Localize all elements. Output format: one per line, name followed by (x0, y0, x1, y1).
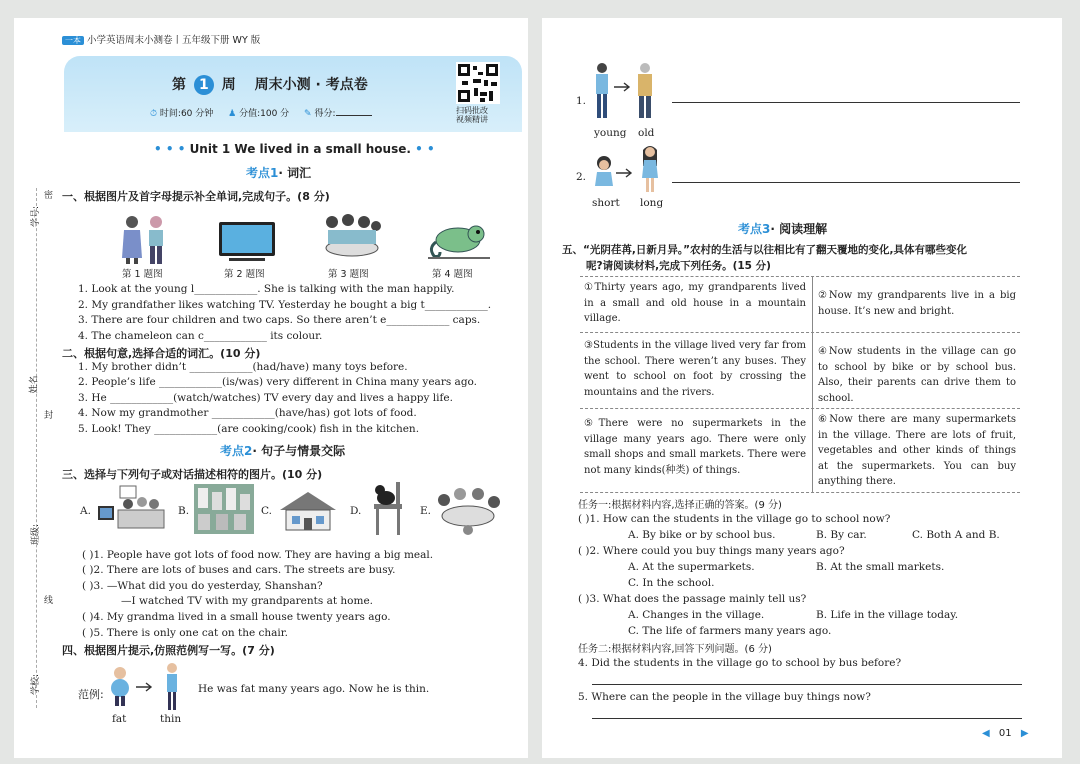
option-d-label: D. (350, 505, 362, 517)
week-suffix: 周 (221, 77, 236, 93)
figure-old-man (634, 62, 656, 120)
task1-q2-option-c[interactable]: C. In the school. (628, 577, 715, 589)
left-page (14, 18, 528, 758)
picture-a-watching-tv (98, 480, 166, 536)
cut-line (36, 188, 37, 708)
option-a-label: A. (80, 505, 91, 517)
passage-cell-4: ④Now students in the village can go to school by bike or by school bus. Also, their parents can drive them to school. (818, 346, 1016, 404)
picture-d-cat-on-chair (368, 482, 408, 536)
name-label: 姓名 (29, 375, 40, 394)
picture-c-small-house (276, 488, 340, 532)
s3-item-1[interactable]: ( )1. People have got lots of food now. They are having a big meal. (82, 549, 434, 561)
title-banner (64, 56, 522, 132)
school-label: 学校: (31, 673, 42, 696)
picture-tv (219, 222, 275, 264)
label-short: short (592, 197, 620, 209)
next-page-icon[interactable]: ▶ (1020, 728, 1029, 739)
section-kaodian1 (246, 164, 311, 181)
answer-line-q5[interactable] (592, 718, 1022, 719)
prev-page-icon[interactable]: ◀ (982, 728, 990, 739)
arrow-right-icon (136, 682, 156, 692)
section-kaodian2 (220, 442, 345, 459)
s3-heading: 三、选择与下列句子或对话描述相符的图片。(10 分) (62, 468, 323, 481)
figure-fat-boy (110, 666, 130, 706)
task1-q1[interactable]: ( )1. How can the students in the village go to school now? (578, 513, 891, 525)
table-rule-bottom (580, 492, 1020, 493)
page-number: 01 (998, 728, 1012, 739)
passage-cell-3: ③Students in the village lived very far from the school. There weren’t any buses. They went to school on foot by crossing the mountains and the rivers. (584, 340, 806, 398)
qr-code[interactable] (456, 62, 500, 104)
unit-title (154, 142, 435, 156)
brand-tag: 一本 (62, 36, 84, 45)
binding-margin (22, 188, 52, 708)
kaodian3-name: · 阅读理解 (770, 222, 828, 236)
table-rule-1 (580, 332, 1020, 333)
table-divider (812, 276, 813, 492)
option-b-label: B. (178, 505, 190, 517)
kaodian3-label: 考点3 (738, 222, 771, 236)
s4-q2-number: 2. (576, 171, 587, 183)
s1-item-2[interactable]: 2. My grandfather likes watching TV. Yesterday he bought a big t____________. (78, 299, 492, 311)
s3-item-3-reply: —I watched TV with my grandparents at home. (121, 595, 373, 607)
person-icon: ♟ (228, 109, 237, 119)
task1-q3[interactable]: ( )3. What does the passage mainly tell us? (578, 593, 807, 605)
task1-q1-option-c[interactable]: C. Both A and B. (912, 529, 1000, 541)
week-title (172, 74, 368, 95)
s1-item-1[interactable]: 1. Look at the young l____________. She is talking with the man happily. (78, 283, 455, 295)
score-blank[interactable] (336, 115, 372, 116)
s2-item-3[interactable]: 3. He ____________(watch/watches) TV every day and lives a happy life. (78, 392, 453, 404)
task1-q3-option-c[interactable]: C. The life of farmers many years ago. (628, 625, 832, 637)
task2-heading: 任务二:根据材料内容,回答下列问题。(6 分) (578, 644, 772, 655)
s3-item-5[interactable]: ( )5. There is only one cat on the chair. (82, 627, 288, 639)
arrow-right-icon-q2 (616, 168, 636, 178)
example-sentence: He was fat many years ago. Now he is thin. (198, 683, 430, 695)
seal-mi: 密 (44, 191, 54, 201)
passage-cell-6: ⑥Now there are many supermarkets in the village. There are lots of fruit, vegetables and other kinds of things at the supermarkets. You can buy anything there. (818, 414, 1016, 487)
s1-item-3[interactable]: 3. There are four children and two caps. So there aren’t e____________ caps. (78, 314, 481, 326)
task2-q4: 4. Did the students in the village go to school by bus before? (578, 657, 902, 669)
qr-code-image (458, 64, 498, 102)
s3-item-4[interactable]: ( )4. My grandma lived in a small house twenty years ago. (82, 611, 391, 623)
table-rule-2 (580, 408, 1020, 409)
reading-table (580, 276, 1020, 492)
table-rule-top (580, 276, 1020, 277)
s4-heading: 四、根据图片提示,仿照范例写一写。(7 分) (62, 644, 275, 657)
section-kaodian3 (738, 220, 827, 237)
label-fat: fat (112, 713, 127, 725)
label-long: long (640, 197, 664, 209)
header-title: 小学英语周末小测卷丨五年级下册 WY 版 (87, 35, 261, 46)
pic4-caption: 第 4 题图 (432, 269, 473, 280)
seal-feng: 封 (44, 411, 54, 421)
right-page (542, 18, 1062, 758)
kaodian1-label: 考点1 (246, 166, 279, 180)
class-label: 班级: (31, 523, 42, 546)
seal-xian: 线 (44, 596, 54, 606)
clock-icon: ⏱ (150, 109, 158, 119)
dots-left: • • • (154, 142, 186, 156)
passage-cell-2: ②Now my grandparents live in a big house. It’s new and bright. (818, 290, 1016, 317)
answer-line-q1[interactable] (672, 102, 1020, 103)
dots-right: • • (415, 142, 435, 156)
s4-q1-number: 1. (576, 95, 587, 107)
task2-q5: 5. Where can the people in the village buy things now? (578, 691, 871, 703)
option-c-label: C. (261, 505, 272, 517)
s5-heading-line2: 呢?请阅读材料,完成下列任务。(15 分) (586, 260, 771, 272)
pic1-caption: 第 1 题图 (122, 269, 163, 280)
s2-item-5[interactable]: 5. Look! They ____________(are cooking/cook) fish in the kitchen. (78, 423, 420, 435)
week-prefix: 第 (172, 77, 186, 93)
label-young: young (594, 127, 627, 139)
figure-thin-man (164, 662, 180, 712)
running-header (62, 32, 260, 46)
kaodian2-label: 考点2 (220, 444, 253, 458)
qr-caption: 扫码批改 视频精讲 (456, 106, 488, 124)
passage-cell-1: ①Thirty years ago, my grandparents lived in a small and old house in a mountain village. (584, 282, 806, 324)
s2-item-4[interactable]: 4. Now my grandmother ____________(have/has) got lots of food. (78, 407, 417, 419)
time-text: 时间:60 分钟 (159, 109, 214, 119)
picture-lady-and-man (114, 214, 174, 264)
picture-chameleon (428, 218, 492, 264)
task1-q1-option-a[interactable]: A. By bike or by school bus. (628, 529, 776, 541)
task1-q3-option-b[interactable]: B. Life in the village today. (816, 609, 959, 621)
task1-heading: 任务一:根据材料内容,选择正确的答案。(9 分) (578, 500, 782, 511)
figure-young-man (592, 62, 612, 120)
label-thin: thin (160, 713, 182, 725)
pic3-caption: 第 3 题图 (328, 269, 369, 280)
banner-title: 周末小测 · 考点卷 (254, 77, 368, 93)
kaodian2-name: · 句子与情景交际 (252, 444, 346, 458)
student-id-label: 学号: (31, 205, 42, 228)
task1-q2[interactable]: ( )2. Where could you buy things many years ago? (578, 545, 845, 557)
unit-title-text: Unit 1 We lived in a small house. (189, 142, 411, 156)
figure-long-hair-girl (640, 144, 660, 194)
figure-short-hair-girl (594, 156, 614, 190)
label-old: old (638, 127, 655, 139)
s2-item-1[interactable]: 1. My brother didn’t ____________(had/have) many toys before. (78, 361, 408, 373)
s1-heading: 一、根据图片及首字母提示补全单词,完成句子。(8 分) (62, 190, 330, 203)
s5-heading-line1: 五、“光阴荏苒,日新月异。”农村的生活与以往相比有了翻天覆地的变化,具体有哪些变化 (562, 244, 968, 256)
task1-q2-option-a[interactable]: A. At the supermarkets. (628, 561, 755, 573)
s3-item-3[interactable]: ( )3. —What did you do yesterday, Shanshan? (82, 580, 323, 592)
passage-cell-5: ⑤There were no supermarkets in the village many years ago. There were only small shops and small markets. There were not many kinds(种类) of things. (584, 418, 806, 476)
arrow-right-icon-q1 (614, 82, 634, 92)
task1-q2-option-b[interactable]: B. At the small markets. (816, 561, 945, 573)
answer-line-q2[interactable] (672, 182, 1020, 183)
task1-q1-option-b[interactable]: B. By car. (816, 529, 867, 541)
page-number-nav (982, 728, 1029, 739)
week-number-badge: 1 (194, 75, 214, 95)
picture-e-big-meal (434, 482, 502, 534)
time-info (150, 106, 372, 119)
task1-q3-option-a[interactable]: A. Changes in the village. (628, 609, 765, 621)
s1-item-4[interactable]: 4. The chameleon can c____________ its colour. (78, 330, 323, 342)
score-text: 分值:100 分 (239, 109, 290, 119)
kaodian1-name: · 词汇 (278, 166, 312, 180)
picture-children-caps (320, 212, 384, 264)
check-icon: ✎ (304, 109, 312, 119)
answer-line-q4[interactable] (592, 684, 1022, 685)
s2-item-2[interactable]: 2. People’s life ____________(is/was) very different in China many years ago. (78, 376, 478, 388)
got-text: 得分: (314, 109, 336, 119)
picture-b-busy-street (194, 484, 254, 534)
pic2-caption: 第 2 题图 (224, 269, 265, 280)
s2-heading: 二、根据句意,选择合适的词汇。(10 分) (62, 347, 261, 360)
s3-item-2[interactable]: ( )2. There are lots of buses and cars. The streets are busy. (82, 564, 396, 576)
option-e-label: E. (420, 505, 432, 517)
example-label: 范例: (78, 688, 104, 701)
